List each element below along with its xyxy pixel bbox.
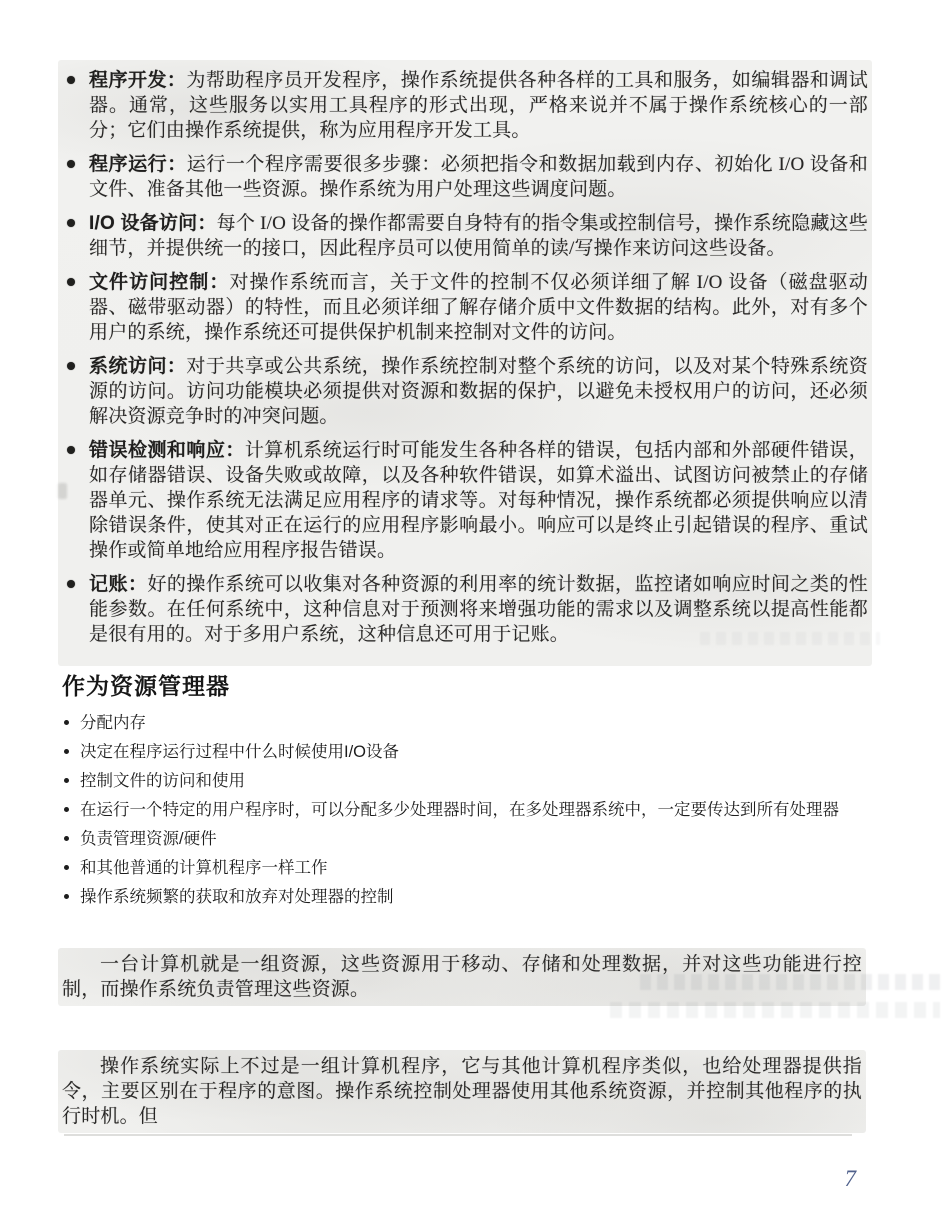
list-item-text: 决定在程序运行过程中什么时候使用I/O设备 [80, 743, 400, 761]
list-item-desc: 计算机系统运行时可能发生各种各样的错误，包括内部和外部硬件错误，如存储器错误、设备失败或故障，以及各种软件错误，如算术溢出、试图访问被禁止的存储器单元、操作系统无法满足应用程序的请求等。对每种情况，操作系统都必须提供响应以清除错误条件，使其对正在运行的应用程序影响最小。响应可以是终止引起错误的程序、重试操作或简单地给应用程序报告错误。 [89, 440, 868, 561]
bullet-dot-icon [64, 865, 69, 870]
list-item-desc: 每个 I/O 设备的操作都需要自身特有的指令集或控制信号，操作系统隐藏这些细节，并提供统一的接口，因此程序员可以使用简单的读/写操作来访问这些设备。 [89, 213, 868, 259]
list-item [62, 828, 878, 850]
list-item-desc: 为帮助程序员开发程序，操作系统提供各种各样的工具和服务，如编辑器和调试器。通常，这些服务以实用工具程序的形式出现，严格来说并不属于操作系统核心的一部分；它们由操作系统提供，称为应用程序开发工具。 [89, 70, 868, 141]
list-item [62, 211, 868, 261]
bullet-dot-icon [67, 362, 75, 370]
list-item [62, 572, 868, 647]
list-item [62, 438, 868, 563]
bullet-dot-icon [64, 720, 69, 725]
resource-manager-list [62, 712, 878, 915]
list-item-term: I/O 设备访问： [89, 213, 217, 234]
list-item-term: 程序运行： [89, 154, 187, 175]
scan-smudge-artifact [58, 483, 67, 499]
bullet-dot-icon [67, 446, 75, 454]
list-item-term: 错误检测和响应： [89, 440, 245, 461]
list-item [62, 741, 878, 763]
list-item-text: 控制文件的访问和使用 [80, 772, 245, 790]
list-item-term: 记账： [89, 574, 148, 595]
list-item [62, 152, 868, 202]
bullet-dot-icon [67, 219, 75, 227]
page-number: 7 [844, 1166, 856, 1191]
list-item-desc: 对于共享或公共系统，操作系统控制对整个系统的访问，以及对某个特殊系统资源的访问。访问功能模块必须提供对资源和数据的保护，以避免未授权用户的访问，还必须解决资源竞争时的冲突问题。 [89, 356, 868, 427]
list-item-text: 和其他普通的计算机程序一样工作 [80, 859, 328, 877]
bullet-dot-icon [67, 278, 75, 286]
list-item [62, 270, 868, 345]
list-item-term: 系统访问： [89, 356, 187, 377]
list-item-text: 负责管理资源/硬件 [80, 830, 217, 848]
bullet-dot-icon [67, 160, 75, 168]
list-item [62, 857, 878, 879]
os-services-list [58, 60, 872, 666]
list-item-desc: 对操作系统而言，关于文件的控制不仅必须详细了解 I/O 设备（磁盘驱动器、磁带驱动器）的特性，而且必须详细了解存储介质中文件数据的结构。此外，对有多个用户的系统，操作系统还可提供保护机制来控制对文件的访问。 [89, 272, 868, 343]
footer-divider [64, 1134, 852, 1136]
bullet-dot-icon [67, 76, 75, 84]
bullet-dot-icon [64, 807, 69, 812]
list-item-text: 分配内存 [80, 714, 146, 732]
list-item [62, 354, 868, 429]
paragraph: 操作系统实际上不过是一组计算机程序，它与其他计算机程序类似，也给处理器提供指令，主要区别在于程序的意图。操作系统控制处理器使用其他系统资源，并控制其他程序的执行时机。但 [58, 1050, 866, 1133]
list-item-desc: 运行一个程序需要很多步骤：必须把指令和数据加载到内存、初始化 I/O 设备和文件、准备其他一些资源。操作系统为用户处理这些调度问题。 [89, 154, 868, 200]
list-item-text: 操作系统频繁的获取和放弃对处理器的控制 [80, 888, 394, 906]
paragraph: 一台计算机就是一组资源，这些资源用于移动、存储和处理数据，并对这些功能进行控制，而操作系统负责管理这些资源。 [58, 948, 866, 1006]
bullet-dot-icon [64, 778, 69, 783]
bullet-dot-icon [64, 894, 69, 899]
list-item [62, 770, 878, 792]
bullet-dot-icon [67, 580, 75, 588]
list-item [62, 712, 878, 734]
list-item-term: 文件访问控制： [89, 272, 230, 293]
list-item-text: 在运行一个特定的用户程序时，可以分配多少处理器时间，在多处理器系统中，一定要传达到所有处理器 [80, 801, 839, 819]
list-item-desc: 好的操作系统可以收集对各种资源的利用率的统计数据，监控诸如响应时间之类的性能参数。在任何系统中，这种信息对于预测将来增强功能的需求以及调整系统以提高性能都是很有用的。对于多用户系统，这种信息还可用于记账。 [89, 574, 868, 645]
bullet-dot-icon [64, 836, 69, 841]
section-heading: 作为资源管理器 [62, 673, 230, 699]
bullet-dot-icon [64, 749, 69, 754]
list-item [62, 68, 868, 143]
list-item [62, 799, 878, 821]
list-item-term: 程序开发： [89, 70, 187, 91]
list-item [62, 886, 878, 908]
